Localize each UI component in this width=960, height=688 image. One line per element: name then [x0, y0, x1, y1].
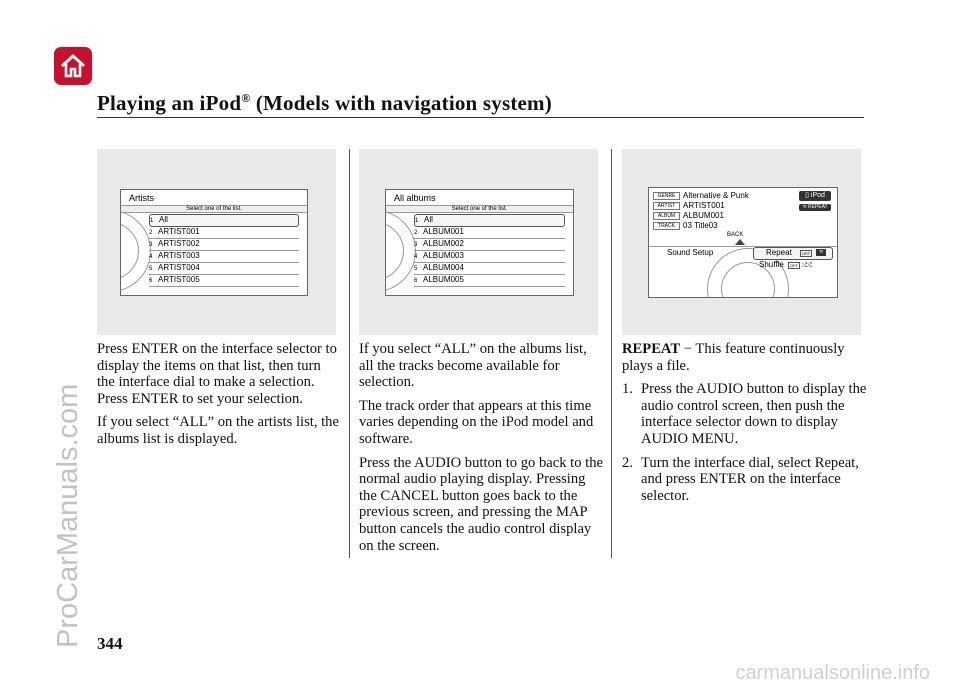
column-1-text: [97, 341, 342, 455]
list-item[interactable]: 6 ARTIST005: [149, 275, 299, 287]
repeat-icon: ⟲: [816, 249, 826, 256]
screen-title: Artists: [129, 193, 155, 203]
repeat-menu-item[interactable]: Repeat OFF ⟲: [753, 247, 833, 260]
artists-screen-panel: [97, 149, 336, 335]
repeat-intro: REPEAT − This feature continuously plays a file.: [622, 341, 845, 374]
step-2: 2. Turn the interface dial, select Repeat, and press ENTER on the interface selector.: [622, 454, 859, 504]
paragraph: If you select “ALL” on the albums list, all the tracks become available for selection.: [359, 341, 587, 391]
repeat-badge: ⟲ REPEAT: [799, 204, 831, 211]
list-item[interactable]: 4 ARTIST003: [149, 251, 299, 263]
screen-subtitle: Select one of the list.: [121, 205, 307, 213]
list-item[interactable]: 3 ALBUM002: [414, 239, 565, 251]
page-number: 344: [97, 634, 123, 653]
shuffle-icon: ⤮⤮: [802, 263, 812, 269]
paragraph: The track order that appears at this time varies depending on the iPod model and software.: [359, 397, 594, 447]
screen-title: All albums: [394, 193, 436, 203]
shuffle-off-toggle: OFF: [790, 263, 798, 268]
artists-screen: [120, 189, 308, 296]
repeat-off-toggle: OFF: [802, 251, 810, 256]
list-item[interactable]: 2 ARTIST001: [149, 227, 299, 239]
list-item[interactable]: 4 ALBUM003: [414, 251, 565, 263]
list-item[interactable]: 1 All: [149, 214, 299, 227]
home-button[interactable]: [54, 47, 92, 85]
list-item[interactable]: 5 ALBUM004: [414, 263, 565, 275]
list-item[interactable]: 3 ARTIST002: [149, 239, 299, 251]
watermark-left: ProCarManuals.com: [52, 383, 84, 648]
paragraph: Press the AUDIO button to go back to the normal audio playing display. Pressing the CANCEL button goes back to the previous screen, and pressing the MAP button cancels the audio control display on the screen.: [359, 454, 604, 554]
column-divider: [611, 149, 612, 558]
up-arrow-icon: [735, 239, 745, 245]
list-item[interactable]: 5 ARTIST004: [149, 263, 299, 275]
paragraph: If you select “ALL” on the artists list, the albums list is displayed.: [97, 414, 339, 447]
audio-menu-screen-panel: [622, 149, 861, 335]
info-row-artist: ARTIST ARTIST001: [653, 201, 725, 211]
page-title: Playing an iPod® (Models with navigation system): [97, 91, 552, 115]
info-row-genre: GENRE Alternative & Punk: [653, 191, 749, 201]
watermark-bottom: carmanualsonline.info: [735, 662, 930, 684]
term-repeat: REPEAT: [622, 341, 681, 357]
audio-menu-screen: [648, 187, 838, 298]
list-item[interactable]: 1 All: [414, 214, 565, 227]
ipod-badge: ▯ iPod: [799, 191, 831, 201]
column-2-text: [359, 341, 604, 561]
column-divider: [349, 149, 350, 558]
home-icon: [58, 51, 88, 81]
back-label: BACK: [727, 232, 744, 238]
paragraph: Press ENTER on the interface selector to display the items on that list, then turn the interface dial to make a selection. Press ENTER to set your selection.: [97, 341, 337, 407]
list-item[interactable]: 2 ALBUM001: [414, 227, 565, 239]
list-item[interactable]: 6 ALBUM005: [414, 275, 565, 287]
step-1: 1. Press the AUDIO button to display the audio control screen, then push the interface selector down to display AUDIO MENU.: [622, 381, 867, 447]
header-divider: [97, 117, 864, 118]
sound-setup-menu-item[interactable]: Sound Setup: [667, 248, 714, 257]
info-row-track: TRACK 03 Title03: [653, 221, 718, 231]
column-3-text: [622, 341, 867, 504]
albums-screen: [385, 189, 574, 296]
albums-screen-panel: [359, 149, 598, 335]
info-row-album: ALBUM ALBUM001: [653, 211, 724, 221]
screen-subtitle: Select one of the list.: [386, 205, 573, 213]
ipod-icon: ▯: [805, 192, 811, 199]
repeat-icon: ⟲: [802, 204, 808, 210]
shuffle-menu-item[interactable]: Shuffle OFF ⤮⤮: [759, 260, 812, 269]
